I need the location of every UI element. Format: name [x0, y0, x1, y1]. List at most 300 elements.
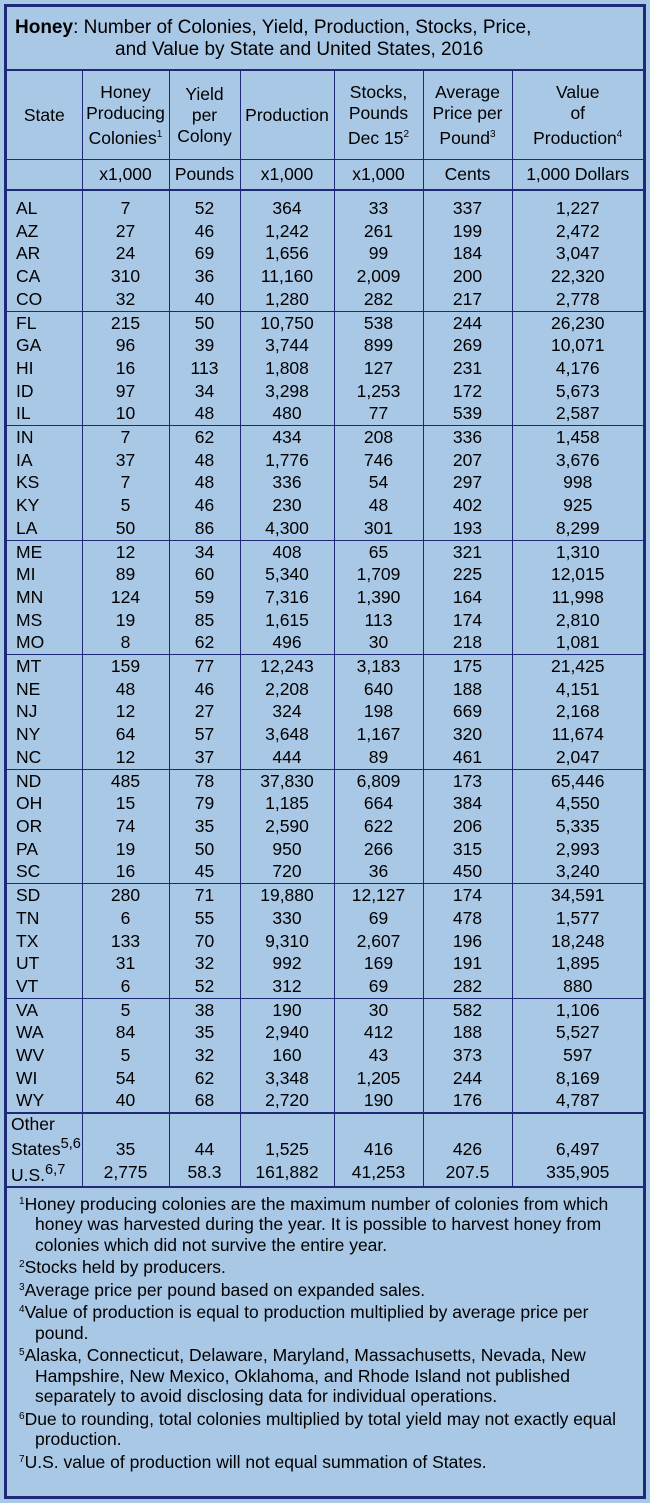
value-cell: 40 — [169, 288, 240, 311]
table-row — [7, 357, 643, 380]
column-header: Stocks, Pounds Dec $15^2$ — [334, 71, 423, 160]
table-row — [7, 700, 643, 723]
state-cell: OH — [16, 793, 43, 814]
column-header: Yield per Colony — [169, 71, 240, 160]
honey-table-panel — [4, 4, 646, 1499]
value-cell: 2,590 — [240, 815, 334, 838]
state-cell: MN — [16, 586, 44, 607]
other-states-row — [7, 1113, 643, 1159]
table-row — [7, 884, 643, 907]
table-row — [7, 631, 643, 654]
value-cell: 1,242 — [240, 220, 334, 243]
value-cell: 2,810 — [512, 609, 643, 632]
value-cell: 880 — [512, 975, 643, 998]
value-cell: 3,676 — [512, 449, 643, 472]
state-cell: GA — [16, 335, 42, 356]
column-header: State — [7, 71, 82, 160]
value-cell: 15 — [82, 792, 169, 815]
value-cell: 62 — [169, 1067, 240, 1090]
table-row — [7, 449, 643, 472]
value-cell: 3,240 — [512, 860, 643, 883]
column-unit: Cents — [423, 160, 512, 191]
value-cell: 33 — [334, 190, 423, 220]
value-cell: 52 — [169, 190, 240, 220]
state-cell: MS — [16, 609, 43, 630]
value-cell: 461 — [423, 746, 512, 769]
value-cell: 30 — [334, 631, 423, 654]
value-cell: 1,227 — [512, 190, 643, 220]
data-table — [7, 71, 643, 1186]
value-cell: 54 — [334, 471, 423, 494]
state-cell: SD — [16, 885, 41, 906]
table-row — [7, 190, 643, 220]
value-cell: 3,648 — [240, 723, 334, 746]
table-row — [7, 265, 643, 288]
state-cell: VT — [7, 975, 82, 998]
value-cell: 206 — [423, 815, 512, 838]
value-cell: 34 — [169, 380, 240, 403]
table-row — [7, 1021, 643, 1044]
table-row — [7, 288, 643, 311]
value-cell: 640 — [334, 678, 423, 701]
title-line1: : Number of Colonies, Yield, Production, Stocks, Price, — [73, 17, 532, 38]
value-cell: 85 — [169, 609, 240, 632]
footnote-number: 1 — [19, 1195, 25, 1207]
value-cell: 37 — [82, 449, 169, 472]
value-cell: 190 — [334, 1089, 423, 1113]
value-cell: 2,472 — [512, 220, 643, 243]
footnote: $^7$U.S. value of production will not equal summation of States. — [19, 1451, 487, 1472]
column-unit: 1,000 Dollars — [512, 160, 643, 191]
value-cell: 190 — [240, 998, 334, 1021]
value-cell: 3,183 — [334, 655, 423, 678]
value-cell: 11,998 — [512, 586, 643, 609]
superscript: 6,7 — [45, 1161, 66, 1178]
column-unit — [7, 160, 82, 191]
value-cell: 68 — [169, 1089, 240, 1113]
title-bold: Honey — [15, 17, 74, 38]
value-cell: 4,176 — [512, 357, 643, 380]
footnote: $^4$Value of production is equal to production multiplied by average price per pound. — [19, 1302, 589, 1343]
value-cell: 199 — [423, 220, 512, 243]
value-cell: 582 — [423, 998, 512, 1021]
value-cell: 12 — [82, 700, 169, 723]
value-cell: 50 — [169, 838, 240, 861]
value-cell: 597 — [512, 1044, 643, 1067]
state-cell: HI — [16, 357, 34, 378]
value-cell: 538 — [334, 311, 423, 334]
value-cell: 32 — [82, 288, 169, 311]
value-cell: 9,310 — [240, 930, 334, 953]
value-cell: 37 — [169, 746, 240, 769]
state-cell: IN — [16, 427, 34, 448]
value-cell: 1,709 — [334, 563, 423, 586]
value-cell: 720 — [240, 860, 334, 883]
value-cell: 22,320 — [512, 265, 643, 288]
value-cell: 7 — [82, 471, 169, 494]
value-cell: 899 — [334, 334, 423, 357]
value-cell: 225 — [423, 563, 512, 586]
value-cell: 57 — [169, 723, 240, 746]
value-cell: 97 — [82, 380, 169, 403]
value-cell: 5 — [82, 998, 169, 1021]
table-row — [7, 609, 643, 632]
value-cell: 184 — [423, 242, 512, 265]
value-cell: 7 — [82, 426, 169, 449]
table-row — [7, 975, 643, 998]
table-row — [7, 220, 643, 243]
value-cell: 40 — [82, 1089, 169, 1113]
table-row — [7, 952, 643, 975]
value-cell: 261 — [334, 220, 423, 243]
table-row — [7, 1044, 643, 1067]
value-cell: 321 — [423, 540, 512, 563]
value-cell: 173 — [423, 769, 512, 792]
table-row — [7, 1067, 643, 1090]
value-cell: 480 — [240, 402, 334, 425]
value-cell: 11,674 — [512, 723, 643, 746]
value-cell: 175 — [423, 655, 512, 678]
value-cell: 74 — [82, 815, 169, 838]
value-cell: 89 — [334, 746, 423, 769]
value-cell: 3,047 — [512, 242, 643, 265]
column-unit: Pounds — [169, 160, 240, 191]
value-cell: 8,299 — [512, 517, 643, 540]
value-cell: 89 — [82, 563, 169, 586]
column-header: Value of Production$^4$ — [512, 71, 643, 160]
value-cell: 4,787 — [512, 1089, 643, 1113]
state-cell: VA — [16, 999, 39, 1020]
value-cell: 1,390 — [334, 586, 423, 609]
value-cell: 282 — [423, 975, 512, 998]
value-cell: 8 — [82, 631, 169, 654]
value-cell: 1,205 — [334, 1067, 423, 1090]
table-row — [7, 334, 643, 357]
value-cell: 96 — [82, 334, 169, 357]
value-cell: 1,615 — [240, 609, 334, 632]
state-cell: KS — [16, 472, 40, 493]
value-cell: 27 — [82, 220, 169, 243]
value-cell: 35 — [169, 815, 240, 838]
value-cell: 37,830 — [240, 769, 334, 792]
state-cell: NY — [16, 724, 41, 745]
state-cell: KY — [16, 495, 40, 516]
value-cell: 335,905 — [512, 1159, 643, 1186]
table-row — [7, 723, 643, 746]
table-title — [7, 7, 643, 71]
state-cell: MO — [7, 631, 82, 654]
value-cell: 124 — [82, 586, 169, 609]
footnote-number: 3 — [19, 1281, 25, 1293]
value-cell: 336 — [423, 426, 512, 449]
value-cell: 315 — [423, 838, 512, 861]
superscript: 5,6 — [60, 1136, 81, 1153]
value-cell: 12 — [82, 746, 169, 769]
value-cell: 297 — [423, 471, 512, 494]
value-cell: 4,151 — [512, 678, 643, 701]
state-cell: ID — [16, 380, 34, 401]
value-cell: 1,656 — [240, 242, 334, 265]
value-cell: 161,882 — [240, 1159, 334, 1186]
value-cell: 19 — [82, 838, 169, 861]
us-total-row — [7, 1159, 643, 1186]
value-cell: 169 — [334, 952, 423, 975]
footnote-number: 2 — [19, 1259, 25, 1271]
value-cell: 539 — [423, 402, 512, 425]
value-cell: 6,809 — [334, 769, 423, 792]
value-cell: 434 — [240, 426, 334, 449]
value-cell: 32 — [169, 1044, 240, 1067]
value-cell: 384 — [423, 792, 512, 815]
state-cell: SC — [7, 860, 82, 883]
state-cell: AL — [16, 198, 38, 218]
state-cell: TX — [16, 930, 39, 951]
value-cell: 39 — [169, 334, 240, 357]
table-row — [7, 860, 643, 883]
value-cell: 65,446 — [512, 769, 643, 792]
value-cell: 1,525 — [240, 1113, 334, 1159]
value-cell: 218 — [423, 631, 512, 654]
value-cell: 992 — [240, 952, 334, 975]
value-cell: 426 — [423, 1113, 512, 1159]
value-cell: 5,527 — [512, 1021, 643, 1044]
value-cell: 48 — [169, 449, 240, 472]
value-cell: 12,243 — [240, 655, 334, 678]
state-cell: NJ — [16, 701, 38, 722]
value-cell: 244 — [423, 1067, 512, 1090]
value-cell: 217 — [423, 288, 512, 311]
value-cell: 11,160 — [240, 265, 334, 288]
value-cell: 336 — [240, 471, 334, 494]
value-cell: 269 — [423, 334, 512, 357]
value-cell: 2,208 — [240, 678, 334, 701]
value-cell: 312 — [240, 975, 334, 998]
value-cell: 69 — [334, 907, 423, 930]
value-cell: 1,081 — [512, 631, 643, 654]
table-row — [7, 471, 643, 494]
value-cell: 52 — [169, 975, 240, 998]
table-row — [7, 678, 643, 701]
column-unit: x1,000 — [334, 160, 423, 191]
footnote: $^5$Alaska, Connecticut, Delaware, Maryland, Massachusetts, Nevada, New Hampshire, New Mexico, Oklahoma, and Rhode Island not published separately to avoid disclosing data for individual operations. — [19, 1345, 586, 1407]
state-cell: LA — [7, 517, 82, 540]
superscript: 1 — [156, 128, 163, 140]
value-cell: 176 — [423, 1089, 512, 1113]
superscript: 3 — [490, 128, 496, 140]
table-row — [7, 655, 643, 678]
value-cell: 402 — [423, 494, 512, 517]
value-cell: 1,808 — [240, 357, 334, 380]
value-cell: 18,248 — [512, 930, 643, 953]
table-row — [7, 540, 643, 563]
value-cell: 36 — [169, 265, 240, 288]
value-cell: 2,168 — [512, 700, 643, 723]
value-cell: 113 — [334, 609, 423, 632]
value-cell: 86 — [169, 517, 240, 540]
value-cell: 1,106 — [512, 998, 643, 1021]
value-cell: 164 — [423, 586, 512, 609]
unit-row — [7, 160, 643, 191]
value-cell: 450 — [423, 860, 512, 883]
value-cell: 1,280 — [240, 288, 334, 311]
value-cell: 59 — [169, 586, 240, 609]
state-cell: NC — [7, 746, 82, 769]
table-row — [7, 242, 643, 265]
value-cell: 27 — [169, 700, 240, 723]
value-cell: 19 — [82, 609, 169, 632]
value-cell: 48 — [169, 471, 240, 494]
value-cell: 174 — [423, 609, 512, 632]
value-cell: 2,778 — [512, 288, 643, 311]
value-cell: 193 — [423, 517, 512, 540]
state-cell: UT — [16, 953, 40, 974]
value-cell: 320 — [423, 723, 512, 746]
value-cell: 62 — [169, 631, 240, 654]
value-cell: 2,775 — [82, 1159, 169, 1186]
value-cell: 48 — [334, 494, 423, 517]
state-cell: IA — [16, 449, 33, 470]
value-cell: 1,310 — [512, 540, 643, 563]
value-cell: 99 — [334, 242, 423, 265]
us-label: U.S.$^{6,7}$ — [11, 1161, 66, 1185]
value-cell: 35 — [169, 1021, 240, 1044]
value-cell: 1,577 — [512, 907, 643, 930]
value-cell: 5,673 — [512, 380, 643, 403]
state-cell: CA — [16, 266, 41, 287]
footnote-number: 5 — [19, 1347, 25, 1359]
value-cell: 12,127 — [334, 884, 423, 907]
table-row — [7, 746, 643, 769]
state-cell: IL — [7, 402, 82, 425]
value-cell: 77 — [169, 655, 240, 678]
value-cell: 46 — [169, 220, 240, 243]
value-cell: 244 — [423, 311, 512, 334]
value-cell: 324 — [240, 700, 334, 723]
value-cell: 48 — [169, 402, 240, 425]
value-cell: 159 — [82, 655, 169, 678]
state-cell: WV — [16, 1045, 45, 1066]
value-cell: 38 — [169, 998, 240, 1021]
value-cell: 69 — [169, 242, 240, 265]
value-cell: 160 — [240, 1044, 334, 1067]
value-cell: 364 — [240, 190, 334, 220]
footnote: $^6$Due to rounding, total colonies multiplied by total yield may not exactly equal production. — [19, 1408, 617, 1450]
value-cell: 65 — [334, 540, 423, 563]
footnotes — [7, 1186, 643, 1473]
value-cell: 485 — [82, 769, 169, 792]
value-cell: 207.5 — [423, 1159, 512, 1186]
value-cell: 280 — [82, 884, 169, 907]
value-cell: 198 — [334, 700, 423, 723]
value-cell: 16 — [82, 860, 169, 883]
state-cell: OR — [16, 815, 43, 836]
value-cell: 19,880 — [240, 884, 334, 907]
value-cell: 2,587 — [512, 402, 643, 425]
footnote: $^2$Stocks held by producers. — [19, 1257, 226, 1278]
value-cell: 6 — [82, 975, 169, 998]
value-cell: 669 — [423, 700, 512, 723]
title-line2: and Value by State and United States, 2016 — [115, 39, 484, 60]
value-cell: 77 — [334, 402, 423, 425]
value-cell: 1,776 — [240, 449, 334, 472]
value-cell: 5,335 — [512, 815, 643, 838]
value-cell: 46 — [169, 678, 240, 701]
value-cell: 78 — [169, 769, 240, 792]
value-cell: 3,298 — [240, 380, 334, 403]
value-cell: 21,425 — [512, 655, 643, 678]
value-cell: 412 — [334, 1021, 423, 1044]
value-cell: 10,071 — [512, 334, 643, 357]
value-cell: 266 — [334, 838, 423, 861]
footnote: $^3$Average price per pound based on expanded sales. — [19, 1279, 426, 1300]
value-cell: 79 — [169, 792, 240, 815]
other-states-label: Other States$^{5,6}$ — [7, 1113, 82, 1159]
table-row — [7, 494, 643, 517]
value-cell: 2,720 — [240, 1089, 334, 1113]
state-cell: AR — [16, 243, 41, 264]
value-cell: 2,940 — [240, 1021, 334, 1044]
value-cell: 4,550 — [512, 792, 643, 815]
value-cell: 26,230 — [512, 311, 643, 334]
state-cell: WA — [16, 1022, 44, 1043]
value-cell: 5,340 — [240, 563, 334, 586]
value-cell: 4,300 — [240, 517, 334, 540]
state-cell: NE — [16, 678, 41, 699]
table-row — [7, 815, 643, 838]
value-cell: 64 — [82, 723, 169, 746]
value-cell: 172 — [423, 380, 512, 403]
column-header: Honey Producing Colonies$^1$ — [82, 71, 169, 160]
value-cell: 35 — [82, 1113, 169, 1159]
value-cell: 113 — [169, 357, 240, 380]
state-cell: TN — [16, 907, 40, 928]
value-cell: 84 — [82, 1021, 169, 1044]
value-cell: 174 — [423, 884, 512, 907]
value-cell: 664 — [334, 792, 423, 815]
footnote-number: 4 — [19, 1304, 25, 1316]
value-cell: 188 — [423, 1021, 512, 1044]
value-cell: 71 — [169, 884, 240, 907]
value-cell: 5 — [82, 494, 169, 517]
value-cell: 2,009 — [334, 265, 423, 288]
value-cell: 50 — [82, 517, 169, 540]
value-cell: 408 — [240, 540, 334, 563]
header-row — [7, 71, 643, 160]
value-cell: 3,744 — [240, 334, 334, 357]
value-cell: 230 — [240, 494, 334, 517]
state-cell: CO — [7, 288, 82, 311]
value-cell: 622 — [334, 815, 423, 838]
table-row — [7, 380, 643, 403]
value-cell: 231 — [423, 357, 512, 380]
value-cell: 127 — [334, 357, 423, 380]
value-cell: 416 — [334, 1113, 423, 1159]
table-row — [7, 838, 643, 861]
value-cell: 5 — [82, 1044, 169, 1067]
value-cell: 36 — [334, 860, 423, 883]
value-cell: 34,591 — [512, 884, 643, 907]
value-cell: 55 — [169, 907, 240, 930]
column-unit: x1,000 — [240, 160, 334, 191]
table-row — [7, 769, 643, 792]
value-cell: 478 — [423, 907, 512, 930]
state-cell: AZ — [16, 220, 39, 241]
value-cell: 54 — [82, 1067, 169, 1090]
value-cell: 60 — [169, 563, 240, 586]
value-cell: 34 — [169, 540, 240, 563]
value-cell: 188 — [423, 678, 512, 701]
footnote-number: 6 — [19, 1410, 25, 1422]
